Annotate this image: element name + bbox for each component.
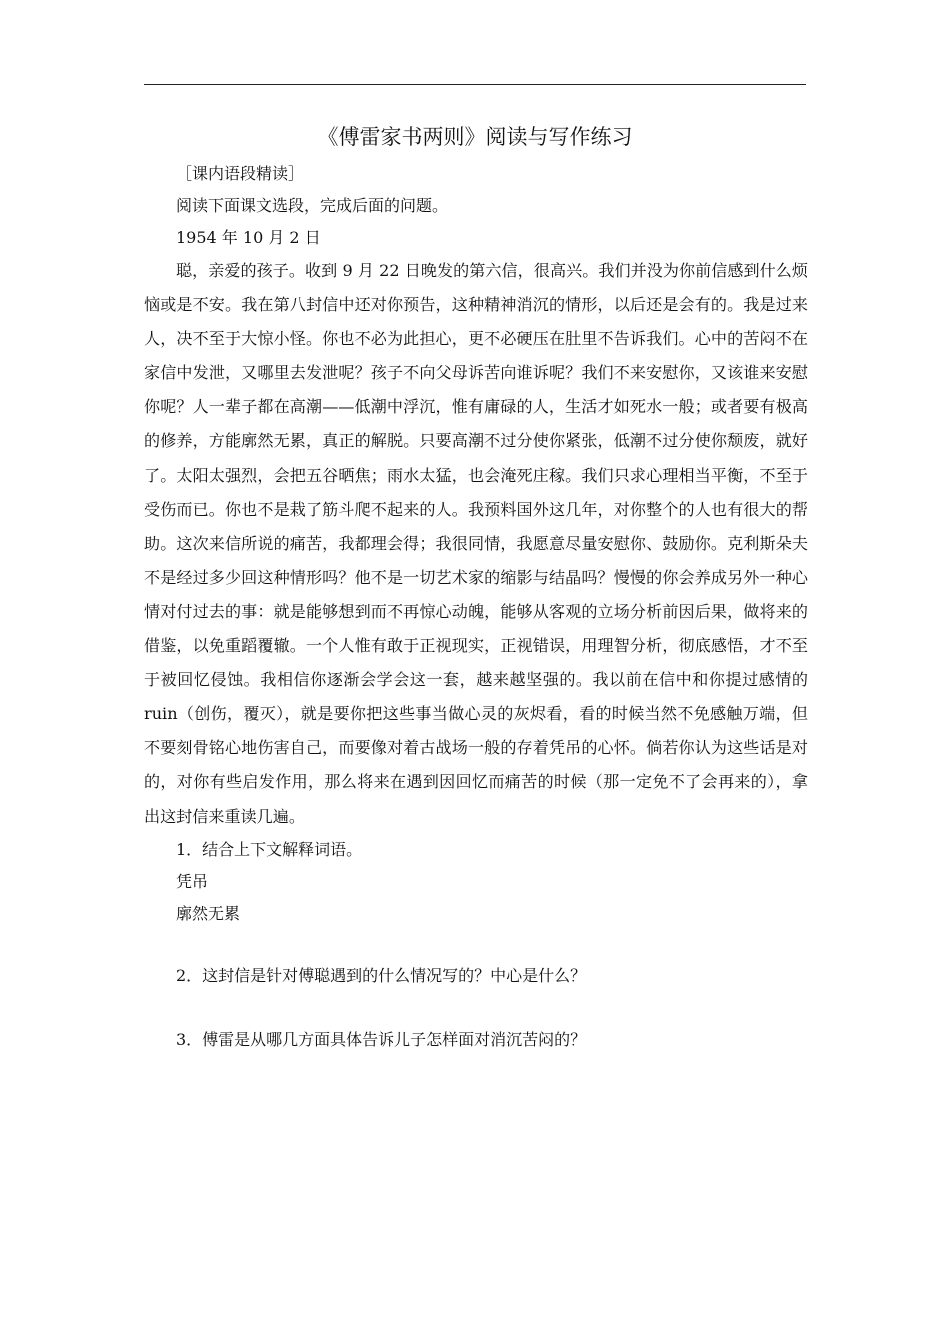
document-body (144, 158, 808, 1056)
page-title: 《傅雷家书两则》阅读与写作练习 (317, 125, 633, 149)
letter-passage: 聪，亲爱的孩子。收到 9 月 22 日晚发的第六信，很高兴。我们并没为你前信感到什么烦恼或是不安。我在第八封信中还对你预告，这种精神消沉的情形，以后还是会有的。我是过来人，决不至于大惊小怪。你也不必为此担心，更不必硬压在肚里不告诉我们。心中的苦闷不在家信中发泄，又哪里去发泄呢？孩子不向父母诉苦向谁诉呢？我们不来安慰你，又该谁来安慰你呢？人一辈子都在高潮——低潮中浮沉，惟有庸碌的人，生活才如死水一般；或者要有极高的修养，方能廓然无累，真正的解脱。只要高潮不过分使你紧张，低潮不过分使你颓废，就好了。太阳太强烈，会把五谷晒焦；雨水太猛，也会淹死庄稼。我们只求心理相当平衡，不至于受伤而已。你也不是栽了筋斗爬不起来的人。我预料国外这几年，对你整个的人也有很大的帮助。这次来信所说的痛苦，我都理会得；我很同情，我愿意尽量安慰你、鼓励你。克利斯朵夫不是经过多少回这种情形吗？他不是一切艺术家的缩影与结晶吗？慢慢的你会养成另外一种心情对付过去的事：就是能够想到而不再惊心动魄，能够从客观的立场分析前因后果，做将来的借鉴，以免重蹈覆辙。一个人惟有敢于正视现实，正视错误，用理智分析，彻底感悟，才不至于被回忆侵蚀。我相信你逐渐会学会这一套，越来越坚强的。我以前在信中和你提过感情的 ruin（创伤，覆灭），就是要你把这些事当做心灵的灰烬看，看的时候当然不免感触万端，但不要刻骨铭心地伤害自己，而要像对着古战场一般的存着凭吊的心怀。倘若你认为这些话是对的，对你有些启发作用，那么将来在遇到因回忆而痛苦的时候（那一定免不了会再来的），拿出这封信来重读几遍。 (144, 261, 808, 826)
question-1-term-a: 凭吊 (176, 871, 209, 891)
answer-space (144, 930, 808, 960)
instruction-text: 阅读下面课文选段，完成后面的问题。 (176, 196, 449, 215)
header-rule (144, 84, 806, 85)
question-1-term-b: 廓然无累 (176, 903, 241, 923)
section-label: ［课内语段精读］ (176, 164, 305, 183)
question-1: 1．结合上下文解释词语。 (176, 839, 363, 859)
letter-date: 1954 年 10 月 2 日 (176, 228, 321, 247)
answer-space (144, 992, 808, 1024)
question-2: 2．这封信是针对傅聪遇到的什么情况写的？中心是什么？ (176, 965, 587, 985)
question-3: 3．傅雷是从哪几方面具体告诉儿子怎样面对消沉苦闷的？ (176, 1029, 587, 1049)
